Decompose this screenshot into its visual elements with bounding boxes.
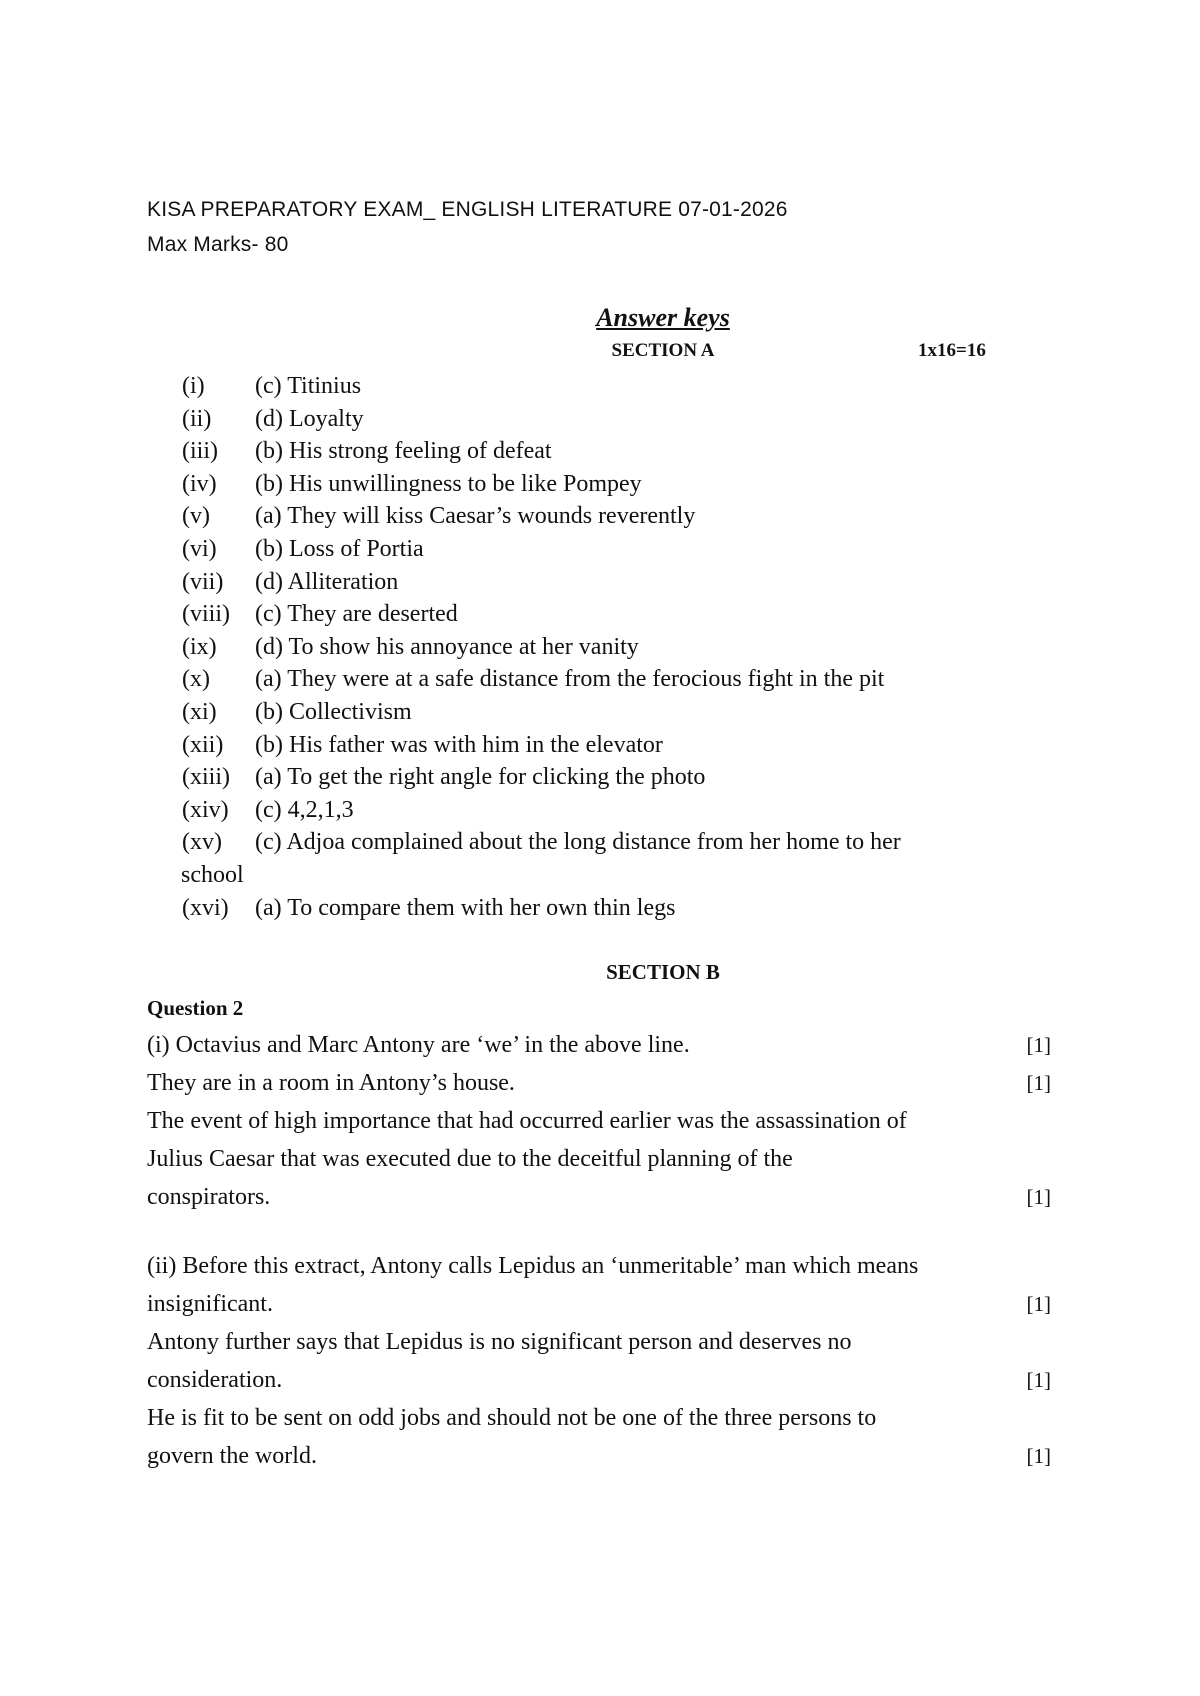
item-answer: (a) They will kiss Caesar’s wounds reverently (255, 503, 696, 530)
answer-line (147, 1285, 1057, 1323)
mark-label: [1] (1026, 1033, 1051, 1057)
item-number: (viii) (182, 601, 230, 628)
item-number: (xiv) (182, 796, 229, 823)
item-answer: (b) Collectivism (255, 698, 412, 725)
item-answer: (c) 4,2,1,3 (255, 796, 354, 823)
item-answer: (c) Adjoa complained about the long distance from her home to her (255, 829, 901, 856)
item-number: (iv) (182, 470, 217, 497)
answer-line (147, 1178, 1057, 1216)
item-answer: (d) To show his annoyance at her vanity (255, 633, 639, 660)
item-number: (ix) (182, 633, 217, 660)
item-answer: (b) His unwillingness to be like Pompey (255, 470, 642, 497)
list-item (182, 663, 1082, 696)
item-answer: (a) To get the right angle for clicking the photo (255, 764, 706, 791)
item-answer: (c) They are deserted (255, 601, 458, 628)
answer-text: He is fit to be sent on odd jobs and should not be one of the three persons to (147, 1405, 877, 1431)
item-answer-continuation: school (181, 861, 244, 888)
list-item (182, 435, 1082, 468)
list-item-continuation (182, 859, 1082, 892)
answer-text: insignificant. (147, 1291, 273, 1317)
question-heading: Question 2 (147, 996, 244, 1020)
item-number: (vii) (182, 568, 224, 595)
list-item (182, 826, 1082, 859)
item-number: (vi) (182, 535, 217, 562)
max-marks: Max Marks- 80 (147, 233, 289, 256)
list-item (182, 794, 1082, 827)
item-number: (xvi) (182, 894, 229, 921)
item-number: (i) (182, 373, 205, 399)
item-answer: (d) Loyalty (255, 405, 364, 432)
answer-part-i (147, 1026, 1057, 1216)
section-b-heading: SECTION B (606, 960, 720, 984)
section-a-heading: SECTION A (611, 340, 715, 361)
item-answer: (b) His father was with him in the elevator (255, 731, 663, 758)
item-number: (v) (182, 503, 210, 530)
answer-line (147, 1437, 1057, 1475)
answer-text: (ii) Before this extract, Antony calls Lepidus an ‘unmeritable’ man which means (147, 1253, 919, 1279)
mark-label: [1] (1026, 1185, 1051, 1209)
answer-line (147, 1247, 1057, 1285)
mark-label: [1] (1026, 1071, 1051, 1095)
exam-title: KISA PREPARATORY EXAM_ ENGLISH LITERATURE 07-01-2026 (147, 198, 788, 221)
item-number: (iii) (182, 438, 218, 465)
mark-label: [1] (1026, 1444, 1051, 1468)
item-number: (x) (182, 666, 210, 693)
section-a-answer-list (182, 370, 1082, 924)
answer-line (147, 1361, 1057, 1399)
answer-text: consideration. (147, 1367, 283, 1393)
item-answer: (b) His strong feeling of defeat (255, 438, 552, 465)
item-number: (ii) (182, 405, 212, 432)
answer-keys-heading: Answer keys (596, 303, 730, 332)
item-number: (xi) (182, 698, 217, 725)
list-item (182, 729, 1082, 762)
mark-label: [1] (1026, 1292, 1051, 1316)
list-item (182, 403, 1082, 436)
answer-line (147, 1323, 1057, 1361)
list-item (182, 892, 1082, 925)
item-number: (xii) (182, 731, 224, 758)
answer-line (147, 1399, 1057, 1437)
item-answer: (a) To compare them with her own thin legs (255, 894, 676, 921)
answer-text: conspirators. (147, 1184, 271, 1210)
answer-line (147, 1140, 1057, 1178)
answer-text: They are in a room in Antony’s house. (147, 1070, 515, 1096)
answer-text: (i) Octavius and Marc Antony are ‘we’ in the above line. (147, 1032, 690, 1058)
answer-line (147, 1064, 1057, 1102)
answer-text: The event of high importance that had occurred earlier was the assassination of (147, 1108, 907, 1134)
list-item (182, 631, 1082, 664)
answer-line (147, 1102, 1057, 1140)
list-item (182, 533, 1082, 566)
answer-line (147, 1026, 1057, 1064)
mark-label: [1] (1026, 1368, 1051, 1392)
item-answer: (a) They were at a safe distance from the ferocious fight in the pit (255, 666, 885, 693)
list-item (182, 696, 1082, 729)
list-item (182, 370, 1082, 403)
list-item (182, 500, 1082, 533)
item-answer: (d) Alliteration (255, 568, 399, 595)
answer-text: Julius Caesar that was executed due to the deceitful planning of the (147, 1146, 793, 1172)
answer-text: govern the world. (147, 1443, 317, 1469)
item-answer: (c) Titinius (255, 373, 362, 399)
section-a-marks: 1x16=16 (918, 340, 986, 361)
item-number: (xv) (182, 829, 222, 856)
list-item (182, 566, 1082, 599)
answer-text: Antony further says that Lepidus is no significant person and deserves no (147, 1329, 852, 1355)
list-item (182, 598, 1082, 631)
answer-part-ii (147, 1247, 1057, 1475)
list-item (182, 761, 1082, 794)
item-number: (xiii) (182, 764, 230, 791)
item-answer: (b) Loss of Portia (255, 535, 424, 562)
list-item (182, 468, 1082, 501)
